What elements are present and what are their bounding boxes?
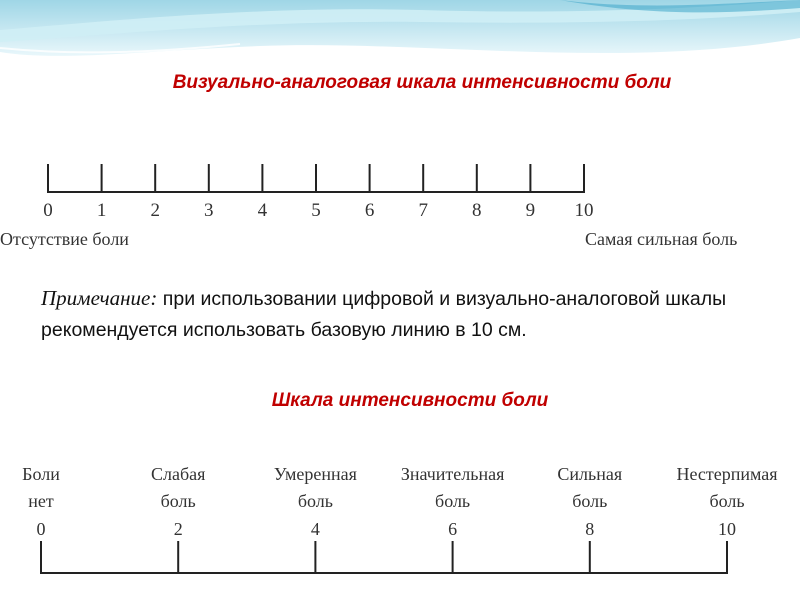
note-text: при использовании цифровой и визуально-аналоговой шкалы рекомендуется использовать базовую линию в 10 см.: [41, 288, 727, 341]
vas-right-label: Самая сильная боль: [585, 229, 738, 249]
intensity-value: 6: [448, 519, 458, 539]
intensity-label-line2: боль: [709, 491, 745, 511]
vas-number: 10: [574, 200, 594, 221]
intensity-label-line1: Боли: [22, 464, 60, 484]
vas-left-label: Отсутствие боли: [0, 229, 129, 249]
intensity-value: 2: [173, 519, 183, 539]
vas-number: 5: [311, 200, 321, 221]
vas-number: 4: [257, 200, 268, 221]
vas-number: 6: [364, 200, 375, 221]
intensity-label-line1: Значительная: [400, 464, 505, 484]
intensity-label-line1: Умеренная: [273, 464, 357, 484]
note-label: Примечание:: [41, 286, 158, 310]
intensity-label-line1: Слабая: [150, 464, 206, 484]
vas-title: Визуально-аналоговая шкала интенсивности боли: [172, 72, 672, 93]
intensity-value: 10: [718, 519, 736, 539]
intensity-value: 4: [310, 519, 320, 539]
header-wave-decoration: [0, 0, 800, 70]
vas-number: 3: [204, 200, 214, 221]
intensity-label-line2: боль: [160, 491, 196, 511]
vas-number: 9: [525, 200, 536, 221]
intensity-label-line2: боль: [435, 491, 471, 511]
vas-number: 0: [43, 200, 53, 221]
vas-number: 8: [472, 200, 482, 221]
intensity-label-line1: Нестерпимая: [676, 464, 778, 484]
vas-number: 2: [150, 200, 160, 221]
intensity-scale: [0, 537, 800, 577]
intensity-label-line2: нет: [28, 491, 54, 511]
intensity-value: 0: [36, 519, 46, 539]
vas-scale: [0, 160, 800, 194]
intensity-title: Шкала интенсивности боли: [271, 390, 549, 411]
vas-number: 1: [96, 200, 107, 221]
intensity-label-line2: боль: [297, 491, 333, 511]
vas-number: 7: [418, 200, 428, 221]
intensity-value: 8: [585, 519, 595, 539]
note-paragraph: [41, 283, 786, 346]
intensity-label-line2: боль: [572, 491, 608, 511]
intensity-label-line1: Сильная: [557, 464, 623, 484]
